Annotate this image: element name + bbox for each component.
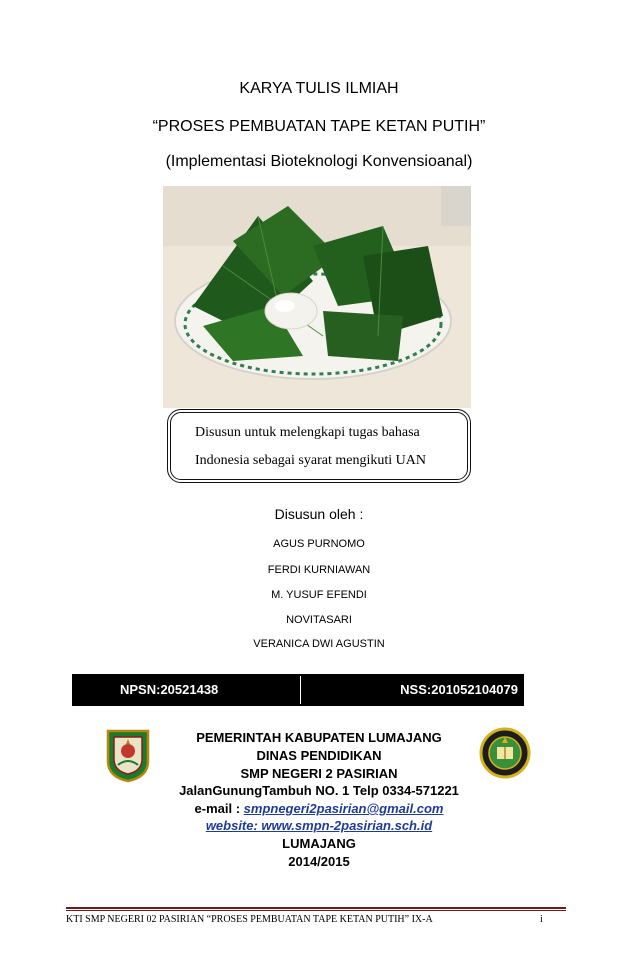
- running-footer: KTI SMP NEGERI 02 PASIRIAN “PROSES PEMBUATAN TAPE KETAN PUTIH” IX-A: [66, 914, 433, 925]
- authors-heading: Disusun oleh :: [274, 506, 364, 522]
- email-label: e-mail :: [194, 801, 244, 816]
- education-office-name: DINAS PENDIDIKAN: [256, 748, 382, 763]
- document-title: KARYA TULIS ILMIAH: [239, 80, 399, 97]
- school-email-line: [0, 801, 638, 816]
- author-name: AGUS PURNOMO: [273, 538, 365, 550]
- author-name: NOVITASARI: [286, 614, 352, 626]
- cover-photo: [163, 186, 471, 408]
- nss-number: NSS:201052104079: [400, 682, 518, 697]
- school-name: SMP NEGERI 2 PASIRIAN: [240, 766, 398, 781]
- author-name: FERDI KURNIAWAN: [267, 564, 371, 576]
- school-website-line: [0, 818, 638, 833]
- footer-rule: [66, 907, 566, 909]
- school-address: JalanGunungTambuh NO. 1 Telp 0334-571221: [179, 783, 459, 798]
- page-number: i: [540, 914, 543, 925]
- school-id-bar: [72, 674, 524, 706]
- purpose-note-line-2: Indonesia sebagai syarat mengikuti UAN: [195, 453, 426, 468]
- government-name: PEMERINTAH KABUPATEN LUMAJANG: [196, 730, 442, 745]
- city-name: LUMAJANG: [282, 836, 356, 851]
- npsn-number: NPSN:20521438: [120, 682, 219, 697]
- document-subtitle: “PROSES PEMBUATAN TAPE KETAN PUTIH”: [152, 118, 486, 135]
- tape-ketan-photo: [163, 186, 471, 408]
- email-link[interactable]: smpnegeri2pasirian@gmail.com: [243, 801, 444, 816]
- author-name: M. YUSUF EFENDI: [271, 589, 367, 601]
- purpose-note-line-1: Disusun untuk melengkapi tugas bahasa: [195, 425, 420, 440]
- document-subtitle-detail: (Implementasi Bioteknologi Konvensioanal): [165, 153, 473, 170]
- website-link[interactable]: website: www.smpn-2pasirian.sch.id: [205, 818, 433, 833]
- author-name: VERANICA DWI AGUSTIN: [253, 638, 385, 650]
- footer-rule-thin: [66, 910, 566, 911]
- id-bar-divider: [300, 676, 301, 704]
- purpose-note-box: [167, 409, 471, 483]
- academic-year: 2014/2015: [288, 854, 350, 869]
